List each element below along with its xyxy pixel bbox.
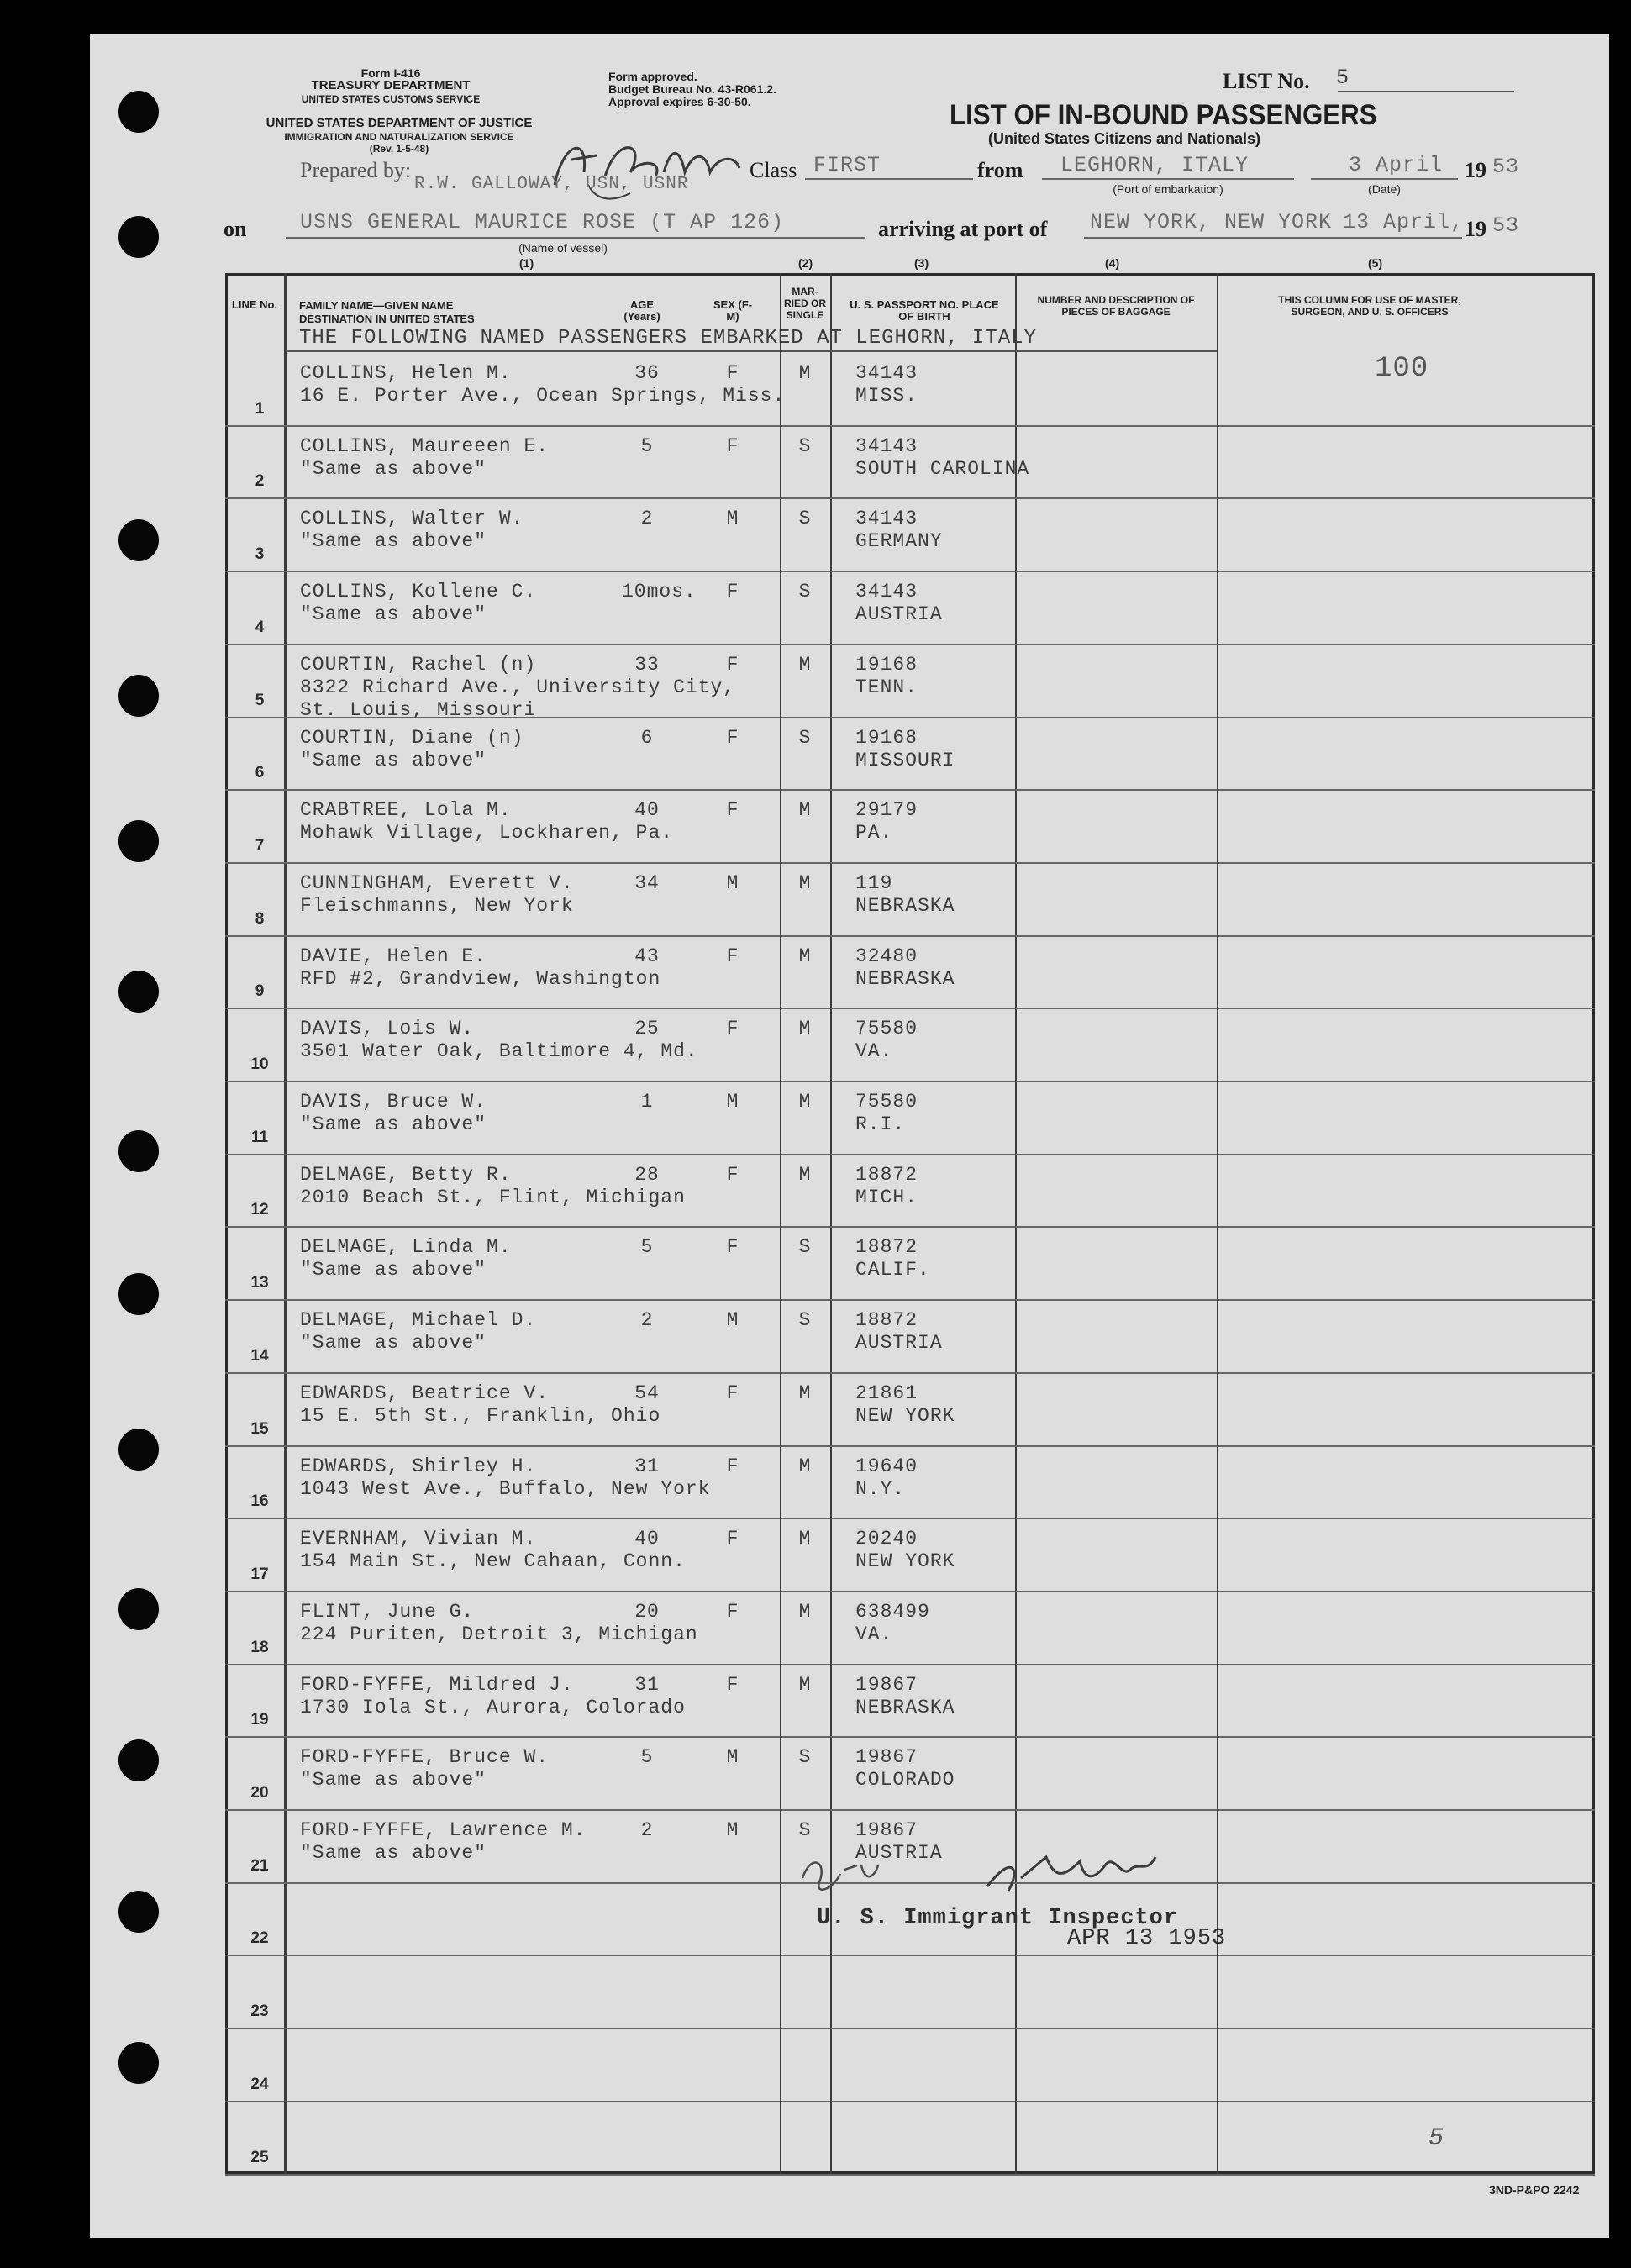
passenger-ms: M: [798, 1018, 812, 1040]
passenger-sex: F: [726, 1018, 739, 1040]
line-number: 14: [250, 1346, 269, 1365]
header-destination: DESTINATION IN UNITED STATES: [299, 313, 475, 325]
passenger-name: COLLINS, Helen M.: [300, 362, 512, 384]
line-number: 10: [250, 1055, 269, 1073]
place-of-birth: CALIF.: [855, 1259, 930, 1281]
passenger-age: 34: [634, 871, 660, 894]
place-of-birth: NEW YORK: [855, 1404, 955, 1427]
document-title: LIST OF IN-BOUND PASSENGERS: [950, 99, 1377, 131]
list-label: LIST No.: [1223, 69, 1310, 93]
header-officers: THIS COLUMN FOR USE OF MASTER, SURGEON, AND U. S. OFFICERS: [1278, 294, 1461, 318]
passenger-sex: F: [726, 726, 739, 749]
passenger-name: COURTIN, Rachel (n): [300, 653, 537, 676]
line-number: 3: [255, 545, 265, 564]
passenger-sex: M: [726, 1309, 739, 1332]
document-subtitle: (United States Citizens and Nationals): [988, 130, 1261, 147]
passenger-ms: M: [798, 653, 812, 676]
treasury-department: TREASURY DEPARTMENT: [311, 78, 471, 92]
passport-number: 20240: [855, 1528, 918, 1550]
passenger-age: 2: [640, 508, 654, 530]
passenger-ms: M: [798, 799, 812, 822]
passenger-sex: M: [726, 871, 739, 894]
arrival-year-prefix: 19: [1465, 217, 1486, 241]
binder-hole: [118, 1429, 159, 1471]
passenger-destination: "Same as above": [300, 1113, 487, 1135]
year-prefix: 19: [1465, 158, 1486, 182]
place-of-birth: GERMANY: [855, 530, 943, 553]
column-number-2: (2): [798, 256, 813, 270]
passenger-ms: S: [798, 1819, 812, 1841]
passenger-destination: 1043 West Ave., Buffalo, New York: [300, 1477, 711, 1500]
list-number: 5: [1336, 66, 1350, 90]
passenger-sex: F: [726, 1236, 739, 1259]
place-of-birth: TENN.: [855, 676, 918, 698]
passport-number: 19168: [855, 726, 918, 749]
passport-number: 19640: [855, 1455, 918, 1477]
vessel-underline: [286, 237, 865, 239]
place-of-birth: COLORADO: [855, 1769, 955, 1792]
arriving-label: arriving at port of: [878, 217, 1048, 241]
row-divider: [225, 1081, 1595, 1082]
passport-number: 75580: [855, 1091, 918, 1113]
row-divider: [225, 1664, 1595, 1665]
place-of-birth: MICH.: [855, 1186, 918, 1208]
passenger-sex: F: [726, 1163, 739, 1186]
class-value: FIRST: [813, 153, 881, 177]
passenger-destination: 8322 Richard Ave., University City,: [300, 676, 736, 698]
passenger-destination: 2010 Beach St., Flint, Michigan: [300, 1186, 686, 1208]
passenger-age: 25: [634, 1018, 660, 1040]
passenger-name: COLLINS, Kollene C.: [300, 581, 537, 603]
footer-code: 3ND-P&PO 2242: [1489, 2183, 1580, 2197]
line-number: 1: [255, 399, 265, 418]
row-divider: [225, 1445, 1595, 1447]
place-of-birth: VA.: [855, 1040, 893, 1063]
line-number: 6: [255, 764, 265, 782]
place-of-birth: NEBRASKA: [855, 1696, 955, 1718]
immigration-service: IMMIGRATION AND NATURALIZATION SERVICE: [284, 131, 514, 143]
passport-number: 34143: [855, 581, 918, 603]
passenger-age: 2: [640, 1309, 654, 1332]
header-underline: [287, 350, 1217, 352]
passenger-age: 33: [634, 653, 660, 676]
passenger-name: FORD-FYFFE, Bruce W.: [300, 1746, 550, 1769]
line-number: 11: [250, 1128, 269, 1146]
row-divider: [225, 644, 1595, 645]
passenger-age: 1: [640, 1091, 654, 1113]
passenger-ms: M: [798, 362, 812, 384]
passenger-destination: 3501 Water Oak, Baltimore 4, Md.: [300, 1040, 698, 1063]
row-divider: [225, 1955, 1595, 1956]
line-number: 13: [250, 1274, 269, 1292]
passenger-sex: F: [726, 434, 739, 457]
binder-hole: [118, 675, 159, 717]
place-of-birth: VA.: [855, 1623, 893, 1645]
preparer-name: R.W. GALLOWAY, USN, USNR: [414, 175, 689, 194]
prepared-by-label: Prepared by:: [300, 158, 412, 182]
class-underline: [805, 178, 973, 180]
column-number-5: (5): [1368, 256, 1383, 270]
place-of-birth: NEBRASKA: [855, 967, 955, 990]
passport-number: 34143: [855, 362, 918, 384]
passenger-age: 10mos.: [622, 581, 697, 603]
passenger-name: FORD-FYFFE, Mildred J.: [300, 1673, 574, 1696]
row-divider: [225, 789, 1595, 791]
passenger-name: EVERNHAM, Vivian M.: [300, 1528, 537, 1550]
row-divider: [225, 1154, 1595, 1155]
place-of-birth: AUSTRIA: [855, 603, 943, 626]
place-of-birth: MISS.: [855, 385, 918, 407]
line-number: 21: [250, 1856, 269, 1875]
passport-number: 119: [855, 871, 893, 894]
line-number: 18: [250, 1638, 269, 1656]
inspector-label: U. S. Immigrant Inspector: [817, 1906, 1179, 1931]
passenger-name: EDWARDS, Shirley H.: [300, 1455, 537, 1477]
passenger-destination: "Same as above": [300, 457, 487, 480]
passport-number: 29179: [855, 799, 918, 822]
passenger-destination: 224 Puriten, Detroit 3, Michigan: [300, 1623, 698, 1645]
approval-line-3: Approval expires 6-30-50.: [608, 95, 751, 108]
passenger-name: DAVIS, Lois W.: [300, 1018, 475, 1040]
passenger-ms: M: [798, 1455, 812, 1477]
passenger-ms: S: [798, 508, 812, 530]
passenger-sex: F: [726, 1381, 739, 1404]
line-number: 9: [255, 982, 265, 1001]
place-of-birth: PA.: [855, 822, 893, 845]
class-label: Class: [750, 158, 797, 182]
header-baggage: NUMBER AND DESCRIPTION OF PIECES OF BAGGAGE: [1037, 294, 1195, 318]
passenger-age: 40: [634, 1528, 660, 1550]
passenger-destination: 15 E. 5th St., Franklin, Ohio: [300, 1404, 661, 1427]
binder-hole: [118, 1130, 159, 1172]
header-age: AGE (Years): [623, 298, 660, 323]
line-number: 2: [255, 472, 265, 491]
passenger-age: 5: [640, 434, 654, 457]
passenger-ms: S: [798, 434, 812, 457]
passenger-destination: "Same as above": [300, 1332, 487, 1355]
line-number: 19: [250, 1711, 269, 1729]
passenger-ms: S: [798, 1746, 812, 1769]
from-label: from: [977, 158, 1023, 182]
passenger-age: 36: [634, 362, 660, 384]
stamp-count: 100: [1375, 353, 1429, 385]
binder-hole: [118, 1739, 159, 1781]
passport-number: 18872: [855, 1236, 918, 1259]
passenger-name: COURTIN, Diane (n): [300, 726, 524, 749]
passenger-sex: F: [726, 799, 739, 822]
passenger-age: 31: [634, 1673, 660, 1696]
header-married: MAR-RIED OR SINGLE: [783, 286, 826, 321]
header-sex: SEX (F-M): [713, 298, 753, 323]
vessel-caption: (Name of vessel): [518, 241, 608, 255]
margin-mark: 5: [1428, 2124, 1445, 2153]
year-suffix: 53: [1492, 155, 1520, 179]
binder-hole: [118, 1588, 159, 1630]
binder-hole: [118, 971, 159, 1013]
place-of-birth: R.I.: [855, 1113, 906, 1135]
passenger-name: DAVIS, Bruce W.: [300, 1091, 487, 1113]
passenger-name: COLLINS, Maureeen E.: [300, 434, 550, 457]
passenger-ms: S: [798, 1236, 812, 1259]
line-number: 7: [255, 836, 265, 855]
passenger-name: EDWARDS, Beatrice V.: [300, 1381, 550, 1404]
passenger-sex: M: [726, 1819, 739, 1841]
date-underline: [1311, 178, 1458, 180]
line-number: 22: [250, 1929, 269, 1948]
passenger-sex: F: [726, 1528, 739, 1550]
row-divider: [225, 1226, 1595, 1228]
passenger-sex: F: [726, 581, 739, 603]
passport-number: 19867: [855, 1673, 918, 1696]
passenger-ms: M: [798, 871, 812, 894]
port-caption: (Port of embarkation): [1113, 182, 1223, 196]
row-divider: [225, 2101, 1595, 2102]
passenger-sex: M: [726, 1091, 739, 1113]
passenger-age: 31: [634, 1455, 660, 1477]
place-of-birth: NEW YORK: [855, 1550, 955, 1573]
passenger-ms: M: [798, 1600, 812, 1623]
row-divider: [225, 1809, 1595, 1811]
passenger-name: DELMAGE, Michael D.: [300, 1309, 537, 1332]
passenger-name: DELMAGE, Betty R.: [300, 1163, 512, 1186]
approval-line-2: Budget Bureau No. 43-R061.2.: [608, 82, 776, 96]
approval-line-1: Form approved.: [608, 70, 697, 83]
place-of-birth: AUSTRIA: [855, 1842, 943, 1864]
passenger-age: 43: [634, 945, 660, 967]
column-number-4: (4): [1105, 256, 1120, 270]
binder-hole: [118, 519, 159, 561]
passenger-destination: "Same as above": [300, 749, 487, 771]
passenger-age: 5: [640, 1236, 654, 1259]
passport-number: 18872: [855, 1309, 918, 1332]
passenger-destination: "Same as above": [300, 1259, 487, 1281]
row-divider: [225, 2174, 1595, 2176]
passenger-ms: M: [798, 1528, 812, 1550]
passenger-age: 6: [640, 726, 654, 749]
column-number-3: (3): [914, 256, 929, 270]
arrival-date: 13 April,: [1343, 210, 1465, 234]
row-divider: [225, 425, 1595, 427]
form-number: Form I-416: [360, 66, 421, 80]
passenger-ms: M: [798, 1673, 812, 1696]
line-number: 4: [255, 618, 265, 636]
binder-hole: [118, 2042, 159, 2084]
line-number: 23: [250, 2002, 269, 2021]
row-divider: [225, 1008, 1595, 1009]
row-divider: [225, 935, 1595, 937]
embarkation-note: THE FOLLOWING NAMED PASSENGERS EMBARKED AT LEGHORN, ITALY: [299, 327, 1037, 350]
passenger-age: 20: [634, 1600, 660, 1623]
binder-hole: [118, 91, 159, 133]
passenger-destination: Mohawk Village, Lockharen, Pa.: [300, 822, 674, 845]
passenger-destination: Fleischmanns, New York: [300, 894, 574, 917]
passenger-destination: "Same as above": [300, 530, 487, 553]
header-line-no: LINE No.: [231, 298, 278, 311]
passenger-destination: "Same as above": [300, 603, 487, 626]
passenger-destination: 16 E. Porter Ave., Ocean Springs, Miss.: [300, 385, 786, 407]
passport-number: 34143: [855, 434, 918, 457]
row-divider: [225, 862, 1595, 864]
place-of-birth: N.Y.: [855, 1477, 906, 1500]
passenger-ms: S: [798, 1309, 812, 1332]
column-number-1: (1): [519, 256, 534, 270]
form-revision: (Rev. 1-5-48): [369, 143, 429, 155]
passenger-ms: M: [798, 1091, 812, 1113]
row-divider: [225, 497, 1595, 499]
place-of-birth: MISSOURI: [855, 749, 955, 771]
passport-number: 75580: [855, 1018, 918, 1040]
passenger-age: 28: [634, 1163, 660, 1186]
passport-number: 638499: [855, 1600, 930, 1623]
passenger-name: CRABTREE, Lola M.: [300, 799, 512, 822]
passenger-destination-line-2: St. Louis, Missouri: [300, 698, 537, 721]
line-number: 24: [250, 2075, 269, 2093]
passenger-sex: F: [726, 362, 739, 384]
department-of-justice: UNITED STATES DEPARTMENT OF JUSTICE: [266, 116, 533, 130]
inspection-stamp-date: APR 13 1953: [1067, 1926, 1227, 1951]
place-of-birth: SOUTH CAROLINA: [855, 457, 1030, 480]
on-label: on: [224, 217, 247, 241]
column-divider: [780, 273, 781, 2174]
passenger-sex: M: [726, 508, 739, 530]
arrival-year-suffix: 53: [1492, 213, 1520, 238]
line-number: 15: [250, 1419, 269, 1438]
row-divider: [225, 1518, 1595, 1519]
passenger-age: 54: [634, 1381, 660, 1404]
arrival-port: NEW YORK, NEW YORK: [1090, 210, 1333, 234]
passenger-destination: 154 Main St., New Cahaan, Conn.: [300, 1550, 686, 1573]
passenger-ms: S: [798, 581, 812, 603]
row-divider: [225, 2028, 1595, 2029]
binder-hole: [118, 1891, 159, 1933]
passenger-sex: F: [726, 1600, 739, 1623]
passenger-ms: M: [798, 1163, 812, 1186]
line-number: 16: [250, 1492, 269, 1511]
passport-number: 18872: [855, 1163, 918, 1186]
row-divider: [225, 1299, 1595, 1301]
place-of-birth: NEBRASKA: [855, 894, 955, 917]
date-caption: (Date): [1368, 182, 1401, 196]
passenger-name: DELMAGE, Linda M.: [300, 1236, 512, 1259]
row-divider: [225, 571, 1595, 572]
line-number: 17: [250, 1565, 269, 1583]
passenger-sex: F: [726, 653, 739, 676]
passenger-age: 5: [640, 1746, 654, 1769]
passenger-name: CUNNINGHAM, Everett V.: [300, 871, 574, 894]
passenger-name: FLINT, June G.: [300, 1600, 475, 1623]
line-number: 20: [250, 1784, 269, 1802]
line-number: 8: [255, 909, 265, 928]
customs-service: UNITED STATES CUSTOMS SERVICE: [301, 93, 481, 105]
passenger-sex: F: [726, 1673, 739, 1696]
arrival-underline: [1084, 237, 1462, 239]
passenger-sex: F: [726, 945, 739, 967]
passenger-destination: "Same as above": [300, 1769, 487, 1792]
column-divider: [284, 273, 287, 2174]
passenger-sex: M: [726, 1746, 739, 1769]
passenger-destination: RFD #2, Grandview, Washington: [300, 967, 661, 990]
passenger-ms: M: [798, 945, 812, 967]
row-divider: [225, 1372, 1595, 1374]
passenger-destination: 1730 Iola St., Aurora, Colorado: [300, 1696, 686, 1718]
port-underline: [1042, 178, 1294, 180]
passport-number: 19168: [855, 653, 918, 676]
embarkation-date: 3 April: [1349, 153, 1444, 177]
passport-number: 34143: [855, 508, 918, 530]
binder-hole: [118, 216, 159, 258]
place-of-birth: AUSTRIA: [855, 1332, 943, 1355]
header-passport: U. S. PASSPORT NO. PLACE OF BIRTH: [850, 298, 999, 323]
row-divider: [225, 1736, 1595, 1738]
header-name: FAMILY NAME—GIVEN NAME: [299, 299, 454, 312]
list-number-underline: [1338, 91, 1514, 92]
passport-number: 19867: [855, 1819, 918, 1841]
passenger-name: COLLINS, Walter W.: [300, 508, 524, 530]
passenger-ms: S: [798, 726, 812, 749]
binder-hole: [118, 1273, 159, 1315]
passport-number: 19867: [855, 1746, 918, 1769]
passenger-destination: "Same as above": [300, 1842, 487, 1864]
passenger-name: DAVIE, Helen E.: [300, 945, 487, 967]
line-number: 5: [255, 691, 265, 709]
binder-hole: [118, 820, 159, 862]
passenger-age: 40: [634, 799, 660, 822]
vessel-name: USNS GENERAL MAURICE ROSE (T AP 126): [300, 210, 785, 234]
row-divider: [225, 1591, 1595, 1592]
line-number: 12: [250, 1201, 269, 1219]
line-number: 25: [250, 2148, 269, 2166]
embarkation-port: LEGHORN, ITALY: [1060, 153, 1250, 177]
passenger-age: 2: [640, 1819, 654, 1841]
passport-number: 32480: [855, 945, 918, 967]
passenger-ms: M: [798, 1381, 812, 1404]
passenger-sex: F: [726, 1455, 739, 1477]
passport-number: 21861: [855, 1381, 918, 1404]
passenger-name: FORD-FYFFE, Lawrence M.: [300, 1819, 587, 1841]
